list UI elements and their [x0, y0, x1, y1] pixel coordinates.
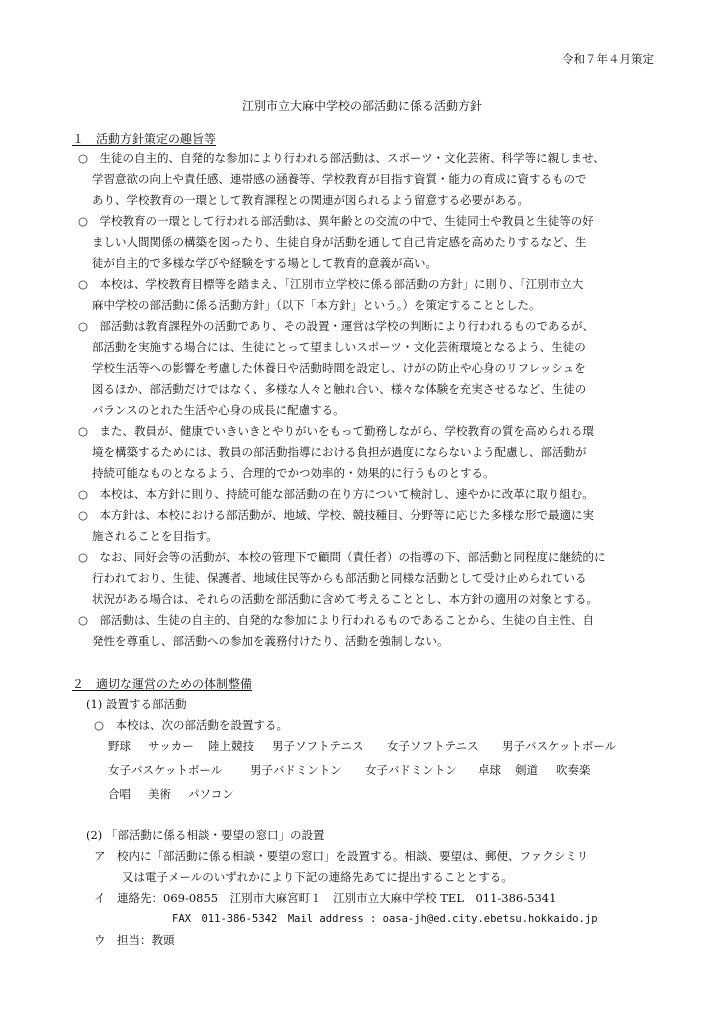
- document-title: 江別市立大麻中学校の部活動に係る活動方針: [241, 99, 482, 113]
- subsection1-heading: (1) 設置する部活動: [86, 697, 187, 711]
- approval-date: 令和７年４月策定: [562, 52, 654, 66]
- section1-line: 徒が自主的で多様な学びや経験をする場として教育的意義が高い。: [92, 256, 437, 270]
- club-item: 男子バドミントン: [250, 763, 342, 777]
- club-item: 合唱: [108, 787, 131, 801]
- contact-fax-email: FAX 011-386-5342 Mail address : oasa-jh@ed.city.ebetsu.hokkaido.jp: [172, 913, 598, 925]
- club-item: サッカー: [148, 739, 194, 753]
- section1-line: ○ 生徒の自主的、自発的な参加により行われる部活動は、スポーツ・文化芸術、科学等に親しませ、: [78, 151, 605, 165]
- club-item: 男子ソフトテニス: [272, 739, 364, 753]
- section1-line: あり、学校教育の一環として教育課程との関連が図られるよう留意する必要がある。: [92, 193, 529, 207]
- section1-line: ○ また、教員が、健康でいきいきとやりがいをもって勤務しながら、学校教育の質を高められる環: [78, 424, 595, 438]
- clubs-intro: ○ 本校は、次の部活動を設置する。: [94, 718, 289, 732]
- contact-item-a: ア 校内に「部活動に係る相談・要望の窓口」を設置する。相談、要望は、郵便、ファクシミリ: [94, 849, 589, 863]
- section1-line: 麻中学校の部活動に係る活動方針」（以下「本方針」という。）を策定することとした。: [92, 298, 541, 312]
- section1-line: ○ 学校教育の一環として行われる部活動は、異年齢との交流の中で、生徒同士や教員と生徒等の好: [78, 214, 594, 228]
- section1-line: 施されることを目指す。: [92, 529, 218, 543]
- club-item: 卓球: [478, 763, 501, 777]
- section1-line: 学習意欲の向上や責任感、連帯感の涵養等、学校教育が目指す資質・能力の育成に資するもので: [92, 172, 587, 186]
- section1-line: ましい人間関係の構築を図ったり、生徒自身が活動を通して自己肯定感を高めたりするなど、生: [92, 235, 587, 249]
- section1-line: 境を構築するためには、教員の部活動指導における負担が過度にならないよう配慮し、部活動が: [92, 445, 587, 459]
- club-item: 野球: [108, 739, 131, 753]
- section1-line: バランスのとれた生活や心身の成長に配慮する。: [92, 403, 345, 417]
- section1-line: ○ 本校は、本方針に則り、持続可能な部活動の在り方について検討し、速やかに改革に取り組む。: [78, 487, 594, 501]
- section1-line: ○ 部活動は、生徒の自主的、自発的な参加により行われるものであることから、生徒の自主性、自: [78, 613, 595, 627]
- section1-line: ○ 本方針は、本校における部活動が、地域、学校、競技種目、分野等に応じた多様な形で最適に実: [78, 508, 595, 522]
- section1-line: 学校生活等への影響を考慮した休養日や活動時間を設定し、けがの防止や心身のリフレッシュを: [92, 361, 586, 375]
- section1-line: 状況がある場合は、それらの活動を部活動に含めて考えることとし、本方針の適用の対象とする。: [92, 592, 598, 606]
- club-item: 女子ソフトテニス: [387, 739, 479, 753]
- section1-line: 発性を尊重し、部活動への参加を義務付けたり、活動を強制しない。: [92, 634, 449, 648]
- club-item: 陸上競技: [208, 739, 254, 753]
- section1-line: ○ 部活動は教育課程外の活動であり、その設置・運営は学校の判断により行われるものであるが、: [78, 319, 595, 333]
- section1-line: 行われており、生徒、保護者、地域住民等からも部活動と同様な活動として受け止められている: [92, 571, 587, 585]
- section1-line: 持続可能なものとなるよう、合理的でかつ効率的・効果的に行うものとする。: [92, 466, 495, 480]
- club-item: 吹奏楽: [556, 763, 591, 777]
- club-item: 男子バスケットボール: [502, 739, 617, 753]
- contact-item-i: イ 連絡先：069-0855 江別市大麻宮町１ 江別市立大麻中学校 TEL 011-386-5341: [94, 891, 557, 905]
- section1-line: ○ 本校は、学校教育目標等を踏まえ、「江別市立学校に係る部活動の方針」に則り、「江別市立大: [78, 277, 584, 291]
- section1-line: 図るほか、部活動だけではなく、多様な人々と触れ合い、様々な体験を充実させるなど、生徒の: [92, 382, 587, 396]
- club-item: 女子バドミントン: [365, 763, 457, 777]
- section2-heading: ２ 適切な運営のための体制整備: [72, 677, 253, 691]
- club-item: パソコン: [188, 787, 234, 801]
- subsection2-heading: (2) 「部活動に係る相談・要望の窓口」の設置: [86, 828, 325, 842]
- club-item: 美術: [148, 787, 171, 801]
- club-item: 剣道: [515, 763, 538, 777]
- contact-item-u: ウ 担当：教頭: [94, 933, 175, 947]
- section1-line: ○ なお、同好会等の活動が、本校の管理下で顧問（責任者）の指導の下、部活動と同程度に継続的に: [78, 550, 606, 564]
- contact-item-a-cont: 又は電子メールのいずれかにより下記の連絡先あてに提出することとする。: [122, 870, 513, 884]
- section1-line: 部活動を実施する場合には、生徒にとって望ましいスポーツ・文化芸術環境となるよう、生徒の: [92, 340, 586, 354]
- section1-heading: １ 活動方針策定の趣旨等: [72, 132, 217, 146]
- club-item: 女子バスケットボール: [108, 763, 223, 777]
